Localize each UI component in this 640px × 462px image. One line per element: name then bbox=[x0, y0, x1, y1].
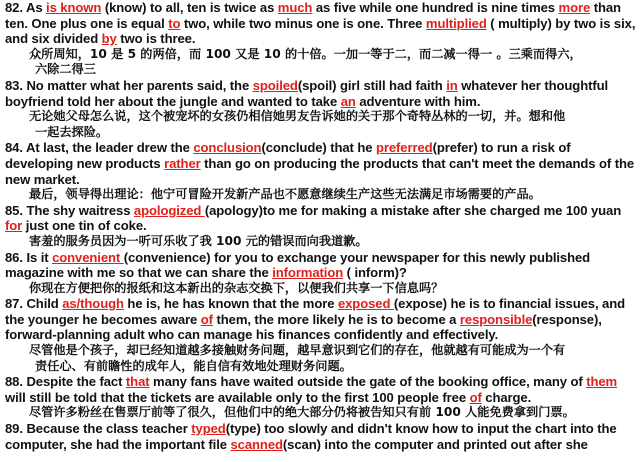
item-number: 85. bbox=[5, 202, 23, 218]
answer-fill: more bbox=[558, 0, 591, 15]
english-sentence bbox=[5, 250, 636, 281]
exercise-item bbox=[5, 250, 636, 297]
answer-fill: scanned bbox=[230, 436, 283, 452]
exercise-item bbox=[5, 78, 636, 140]
answer-fill: of bbox=[200, 311, 213, 327]
sentence-text: Because the class teacher bbox=[26, 421, 192, 437]
sentence-text: adventure with him. bbox=[355, 93, 481, 109]
chinese-translation: 最后，领导得出理论：他宁可冒险开发新产品也不愿意继续生产这些无法满足市场需要的产品。 bbox=[29, 187, 541, 202]
answer-fill: conclusion bbox=[193, 140, 262, 156]
english-sentence bbox=[5, 78, 636, 109]
answer-fill: convenient bbox=[52, 249, 124, 265]
answer-fill: spoiled bbox=[252, 77, 298, 93]
sentence-text: ( inform)? bbox=[343, 265, 407, 281]
chinese-translation: 害羞的服务员因为一听可乐收了我 100 元的错误而向我道歉。 bbox=[29, 233, 368, 248]
answer-fill: that bbox=[125, 374, 150, 390]
chinese-translation: 众所周知，10 是 5 的两倍，而 100 又是 10 的十倍。一加一等于二，而二减一得一 。三乘而得六， bbox=[29, 46, 582, 61]
sentence-text: them, the more likely he is to become a bbox=[212, 311, 460, 327]
english-sentence bbox=[5, 0, 636, 47]
item-number: 86. bbox=[5, 249, 23, 265]
sentence-text: (apology)to me for making a mistake after she charged me 100 yuan bbox=[204, 202, 622, 218]
sentence-text: two is three. bbox=[116, 31, 196, 47]
item-number: 82. bbox=[5, 0, 23, 15]
answer-fill: rather bbox=[164, 155, 201, 171]
answer-fill: apologized bbox=[133, 202, 205, 218]
answer-fill: in bbox=[446, 77, 458, 93]
sentence-text: (conclude) that he bbox=[261, 140, 376, 156]
sentence-text: whatever her thoughtful boyfriend told her about the jungle and wanted to take bbox=[5, 77, 609, 109]
sentence-text: than go on producing the products that can't meet the demands of the new market. bbox=[5, 155, 635, 187]
answer-fill: is known bbox=[46, 0, 102, 15]
sentence-text: charge. bbox=[481, 389, 532, 405]
chinese-translation: 六除二得三 bbox=[35, 62, 96, 77]
answer-fill: preferred bbox=[375, 140, 433, 156]
english-sentence bbox=[5, 296, 636, 343]
answer-fill: to bbox=[168, 15, 181, 31]
sentence-text: will still be told that the tickets are available only to the first 100 people free bbox=[5, 389, 470, 405]
answer-fill: multiplied bbox=[425, 15, 487, 31]
answer-fill: by bbox=[101, 31, 117, 47]
answer-fill: an bbox=[340, 93, 356, 109]
sentence-text: (scan) into the computer and printed out after she bbox=[282, 436, 588, 452]
item-number: 87. bbox=[5, 296, 23, 312]
english-sentence bbox=[5, 421, 636, 452]
sentence-text: No matter what her parents said, the bbox=[26, 77, 253, 93]
english-sentence bbox=[5, 374, 636, 405]
sentence-text: ( multiply) by two is six, and six divided bbox=[5, 15, 636, 47]
item-number: 89. bbox=[5, 421, 23, 437]
sentence-text: many fans have waited outside the gate of the booking office, many of bbox=[149, 374, 587, 390]
sentence-text: (response), forward-planning adult who can manage his finances confidently and effectively. bbox=[5, 311, 602, 343]
item-number: 84. bbox=[5, 140, 23, 156]
english-sentence bbox=[5, 203, 636, 234]
item-number: 83. bbox=[5, 77, 23, 93]
answer-fill: information bbox=[272, 265, 344, 281]
sentence-text: At last, the leader drew the bbox=[25, 140, 194, 156]
sentence-text: just one tin of coke. bbox=[22, 218, 147, 234]
exercise-item bbox=[5, 296, 636, 374]
answer-fill: them bbox=[586, 374, 618, 390]
sentence-text: As bbox=[25, 0, 47, 15]
answer-fill: responsible bbox=[459, 311, 533, 327]
sentence-text: Despite the fact bbox=[26, 374, 126, 390]
chinese-translation: 责任心、有前瞻性的成年人，能自信有效地处理财务问题。 bbox=[35, 358, 352, 373]
sentence-text: he is, he has known that the more bbox=[123, 296, 338, 312]
english-sentence bbox=[5, 140, 636, 187]
answer-fill: as/though bbox=[62, 296, 124, 312]
chinese-translation: 尽管许多粉丝在售票厅前等了很久，但他们中的绝大部分仍将被告知只有前 100 人能免费拿到门票。 bbox=[29, 405, 575, 420]
sentence-text: (type) too slowly and didn't know how to input the chart into the computer, she had the important file bbox=[5, 421, 617, 452]
sentence-text: (convenience) for you to exchange your newspaper for this newly published magazine with me so that we can share the bbox=[5, 249, 591, 281]
sentence-text: Is it bbox=[26, 249, 53, 265]
chinese-translation: 尽管他是个孩子，却已经知道越多接触财务问题，越早意识到它们的存在，他就越有可能成为一个有 bbox=[29, 343, 566, 358]
exercise-item bbox=[5, 140, 636, 202]
chinese-translation: 你现在方便把你的报纸和这本新出的杂志交换下，以便我们共享一下信息吗？ bbox=[29, 280, 444, 295]
sentence-text: (spoil) girl still had faith bbox=[297, 77, 447, 93]
answer-fill: exposed bbox=[337, 296, 394, 312]
sentence-text: (expose) he is to financial issues, and the younger he becomes aware bbox=[5, 296, 626, 327]
exercise-item bbox=[5, 203, 636, 250]
sentence-text: (know) to all, ten is twice as bbox=[101, 0, 278, 15]
chinese-translation: 无论她父母怎么说，这个被宠坏的女孩仍相信她男友告诉她的关于那个奇特丛林的一切，并。想和他 bbox=[29, 109, 566, 124]
sentence-text: (prefer) to run a risk of developing new products bbox=[5, 140, 571, 171]
sentence-text: two, while two minus one is one. Three bbox=[180, 15, 426, 31]
answer-fill: typed bbox=[191, 421, 226, 437]
answer-fill: of bbox=[469, 389, 482, 405]
chinese-translation: 一起去探险。 bbox=[35, 124, 109, 139]
exercise-item bbox=[5, 421, 636, 452]
item-number: 88. bbox=[5, 374, 23, 390]
exercise-item bbox=[5, 374, 636, 421]
answer-fill: much bbox=[277, 0, 313, 15]
sentence-text: than ten. One plus one is equal bbox=[5, 0, 621, 31]
sentence-text: Child bbox=[26, 296, 63, 312]
sentence-text: The shy waitress bbox=[26, 202, 134, 218]
sentence-text: as five while one hundred is nine times bbox=[312, 0, 559, 15]
exercise-item bbox=[5, 0, 636, 78]
answer-fill: for bbox=[5, 218, 23, 234]
